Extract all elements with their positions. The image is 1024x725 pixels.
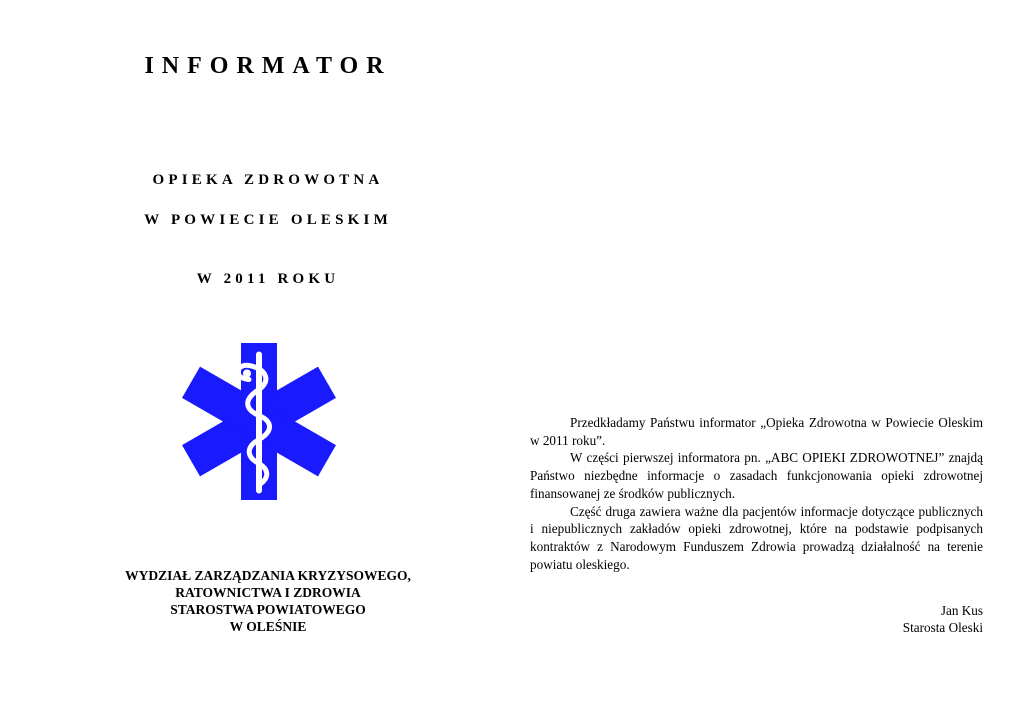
intro-paragraph: Część druga zawiera ważne dla pacjentów informacje dotyczące publicznych i niepublicznych zakładów opieki zdrowotnej, które na podstawie podpisanych kontraktów z Narodowym Funduszem Zdrowia prowadzą działalność na terenie powiatu oleskiego. bbox=[530, 503, 983, 572]
cover-subtitle-line3: W 2011 ROKU bbox=[196, 271, 340, 287]
signature-name: Jan Kus bbox=[940, 603, 983, 618]
department-line: STAROSTWA POWIATOWEGO bbox=[170, 602, 366, 617]
department-block bbox=[0, 567, 536, 635]
intro-paragraph: W części pierwszej informatora pn. „ABC OPIEKI ZDROWOTNEJ” znajdą Państwo niezbędne informacje o zasadach funkcjonowania opieki zdrowotnej finansowanej ze środków publicznych. bbox=[530, 450, 983, 501]
cover-subtitle-line2: W POWIECIE OLESKIM bbox=[144, 212, 392, 228]
department-line: RATOWNICTWA I ZDROWIA bbox=[175, 585, 361, 600]
intro-text bbox=[530, 414, 983, 573]
intro-paragraph: Przedkładamy Państwu informator „Opieka Zdrowotna w Powiecie Oleskim w 2011 roku”. bbox=[530, 415, 983, 448]
department-line: W OLEŚNIE bbox=[229, 619, 307, 634]
department-line: WYDZIAŁ ZARZĄDZANIA KRYZYSOWEGO, bbox=[125, 568, 411, 583]
signature-title: Starosta Oleski bbox=[902, 620, 983, 635]
cover-subtitle-line1: OPIEKA ZDROWOTNA bbox=[152, 172, 384, 188]
star-of-life-icon bbox=[180, 343, 338, 500]
cover-title: INFORMATOR bbox=[144, 53, 392, 79]
signature-block bbox=[800, 602, 983, 636]
